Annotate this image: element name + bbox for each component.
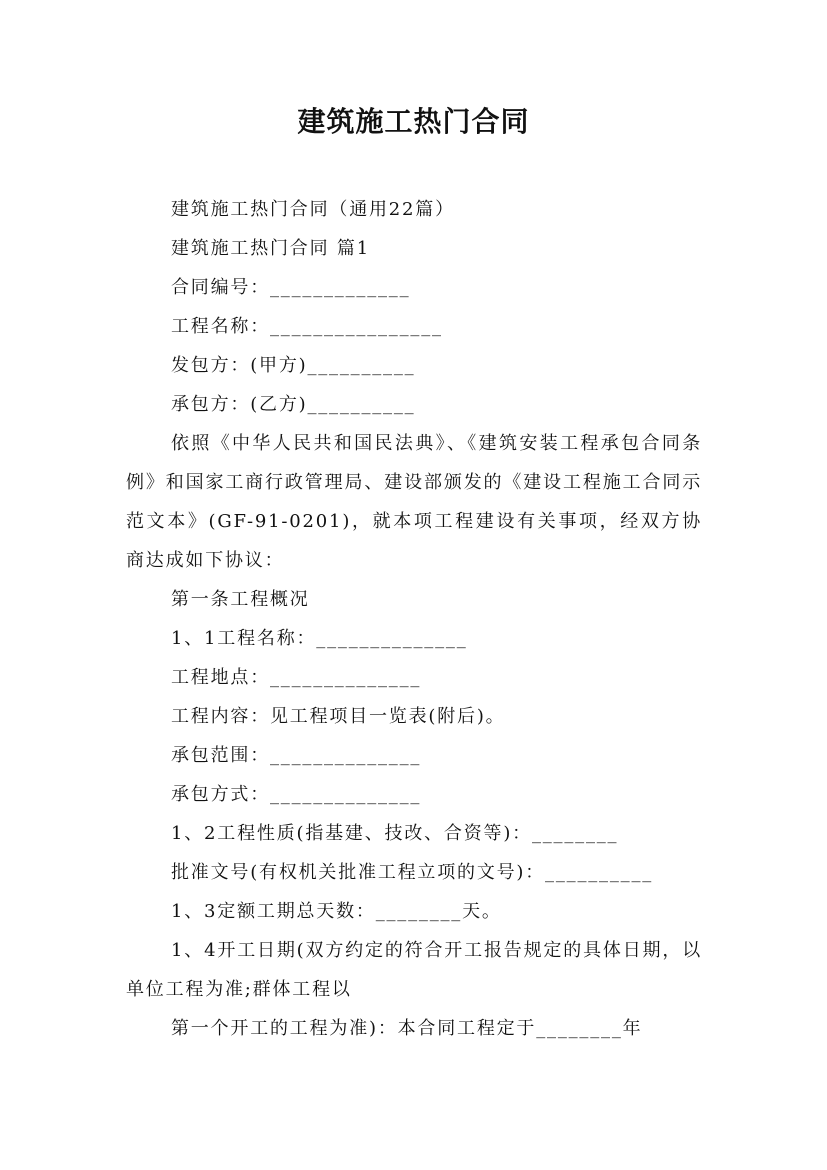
document-title: 建筑施工热门合同: [297, 105, 530, 138]
paragraph-heading-part1: 建筑施工热门合同 篇1: [171, 238, 370, 259]
paragraph-clause-1-1: 1、1工程名称：______________: [171, 628, 468, 649]
paragraph-legal-basis: 依照《中华人民共和国民法典》、《建筑安装工程承包合同条例》和国家工商行政管理局、建设部颁发的《建设工程施工合同示范文本》(GF-91-0201)，就本项工程建设有关事项，经双方协商达成如下协议：: [126, 433, 702, 571]
paragraph-contract-method: 承包方式：______________: [171, 784, 422, 805]
paragraph-heading-general: 建筑施工热门合同（通用22篇）: [171, 199, 455, 220]
paragraph-clause-1-3: 1、3定额工期总天数：________天。: [171, 901, 502, 922]
paragraph-clause-1-2: 1、2工程性质(指基建、技改、合资等)：________: [171, 823, 619, 844]
paragraph-project-content: 工程内容：见工程项目一览表(附后)。: [171, 706, 506, 727]
paragraph-approval-number: 批准文号(有权机关批准工程立项的文号)：__________: [171, 862, 654, 883]
paragraph-clause-1-4: 1、4开工日期(双方约定的符合开工报告规定的具体日期，以单位工程为准;群体工程以: [126, 940, 702, 1000]
paragraph-party-a: 发包方：(甲方)__________: [171, 355, 416, 376]
paragraph-project-location: 工程地点：______________: [171, 667, 422, 688]
paragraph-party-b: 承包方：(乙方)__________: [171, 394, 416, 415]
document-body: [126, 190, 702, 1048]
paragraph-start-date: 第一个开工的工程为准)：本合同工程定于________年: [171, 1018, 643, 1039]
paragraph-contract-number: 合同编号：_____________: [171, 277, 411, 298]
paragraph-project-name: 工程名称：________________: [171, 316, 443, 337]
paragraph-article-1: 第一条工程概况: [171, 589, 310, 610]
paragraph-contract-scope: 承包范围：______________: [171, 745, 422, 766]
